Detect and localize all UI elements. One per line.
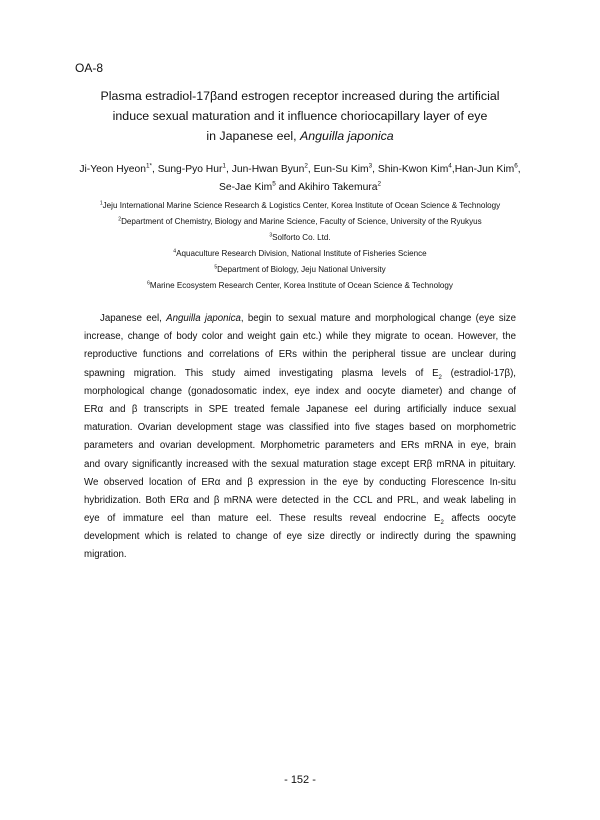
title-line-1: Plasma estradiol-17βand estrogen receptor increased during the artificial — [100, 89, 500, 103]
affiliation: $^2$Department of Chemistry, Biology and Marine Science, Faculty of Science, University of the Ryukyus — [118, 216, 482, 226]
abstract-line: spawning migration. This study aimed investigating plasma levels of $E_2$ (estradiol-17β), — [84, 367, 517, 381]
affiliation: $^4$Aquaculture Research Division, National Institute of Fisheries Science — [173, 248, 427, 258]
affiliation: $^6$Marine Ecosystem Research Center, Korea Institute of Ocean Science & Technology — [147, 280, 453, 290]
abstract-line: We observed location of ERα and β expression in the eye by conducting Florescence In-situ — [84, 476, 516, 488]
page-number: - 152 - — [284, 774, 316, 786]
author: Se-Jae Kim$^5$ and — [218, 180, 299, 193]
abstract-line: eye of immature eel than mature eel. These results reveal endocrine $E_2$ affects oocyte — [84, 513, 516, 526]
abstract-line: parameters and ovarian development. Morphometric parameters and ERs mRNA in eye, brain — [84, 440, 516, 452]
affiliation: $^3$Solforto Co. Ltd. — [269, 232, 331, 242]
abstract-line: migration. — [84, 549, 127, 561]
title-line-3-prefix: in Japanese eel, — [206, 129, 300, 143]
title-line-2: induce sexual maturation and it influence choriocapillary layer of eye — [112, 109, 488, 123]
affiliation-list — [62, 198, 538, 294]
abstract-line: Japanese eel, Anguilla japonica, begin to sexual mature and morphological change (eye size — [100, 313, 516, 324]
abstract-line: and ovary significantly increased with the sexual maturation stage except ERβ mRNA in pituitary. — [84, 458, 516, 470]
author: Jun-Hwan Byun$^2$, — [231, 162, 314, 175]
abstract-line: reproductive functions and correlations of ERs within the peripheral tissue are unclear during — [84, 349, 516, 361]
author: Akihiro Takemura$^2$ — [298, 180, 382, 193]
title-line-3 — [60, 126, 540, 146]
author: Han-Jun Kim$^6$, — [454, 162, 521, 175]
paper-code: OA-8 — [75, 61, 104, 75]
paper-title — [60, 86, 540, 146]
affiliation: $^1$Jeju International Marine Science Research & Logistics Center, Korea Institute of Ocean Science & Technology — [99, 200, 501, 210]
affiliation: $^5$Department of Biology, Jeju National University — [214, 264, 386, 274]
abstract-body — [84, 310, 516, 565]
abstract-line: development which is related to change of eye size directly or indirectly during the spawning — [84, 531, 516, 543]
author-list — [72, 161, 528, 196]
author: Eun-Su Kim$^3$, — [313, 162, 378, 175]
abstract-species: Anguilla japonica — [166, 313, 241, 324]
abstract-line: morphological change (gonadosomatic index, eye index and oocyte diameter) and change of — [84, 385, 516, 397]
author: Sung-Pyo Hur$^1$, — [157, 162, 232, 175]
abstract-line: increase, change of body color and weight gain etc.) while they migrate to ocean. However, the — [84, 331, 516, 343]
abstract-line: hybridization. Both ERα and β mRNA were detected in the CCL and PRL, and weak labeling in — [84, 494, 516, 506]
title-species: Anguilla japonica — [300, 129, 394, 143]
abstract-line: ERα and β transcripts in SPE treated female Japanese eel during artificially induce sexual — [84, 403, 516, 415]
author: Shin-Kwon Kim$^4$, — [377, 162, 455, 175]
author: Ji-Yeon Hyeon$^{1*}$, — [79, 162, 158, 175]
abstract-line: maturation. Ovarian development stage was classified into five stages based on morphometric — [84, 422, 516, 434]
